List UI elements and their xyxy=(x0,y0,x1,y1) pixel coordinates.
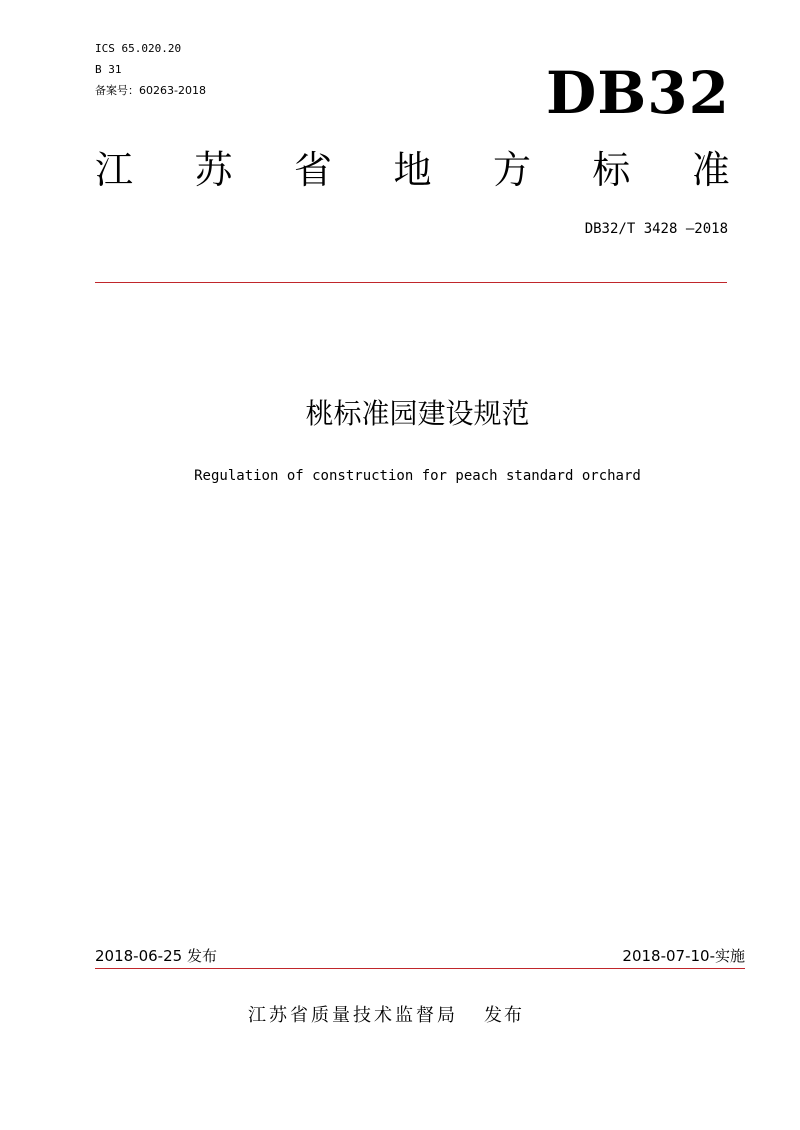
document-title-english: Regulation of construction for peach standard orchard xyxy=(194,468,641,484)
standard-type-char: 省 xyxy=(293,148,332,192)
implementation-date: 2018-07-10-实施 xyxy=(622,947,745,965)
standard-type-char: 标 xyxy=(592,148,631,192)
bottom-divider xyxy=(95,968,745,969)
standard-type-title xyxy=(95,145,730,195)
standard-number: DB32/T 3428 —2018 xyxy=(584,221,728,237)
issue-date: 2018-06-25 发布 xyxy=(95,947,217,965)
ics-code: ICS 65.020.20 xyxy=(95,42,182,55)
db-logo: DB32 xyxy=(545,59,730,127)
issuer-name: 江苏省质量技术监督局 xyxy=(248,1005,458,1026)
filing-number: 备案号：60263-2018 xyxy=(95,84,206,97)
issuer-action: 发布 xyxy=(484,1005,524,1026)
standard-type-char: 江 xyxy=(95,148,134,192)
issuer-block xyxy=(248,1004,524,1028)
standard-type-char: 方 xyxy=(492,148,531,192)
standard-type-char: 苏 xyxy=(194,148,233,192)
standard-type-char: 地 xyxy=(393,148,432,192)
document-title-chinese: 桃标准园建设规范 xyxy=(305,397,530,430)
ccs-code: B 31 xyxy=(95,63,122,76)
top-divider xyxy=(95,282,727,283)
standard-type-char: 准 xyxy=(691,148,730,192)
